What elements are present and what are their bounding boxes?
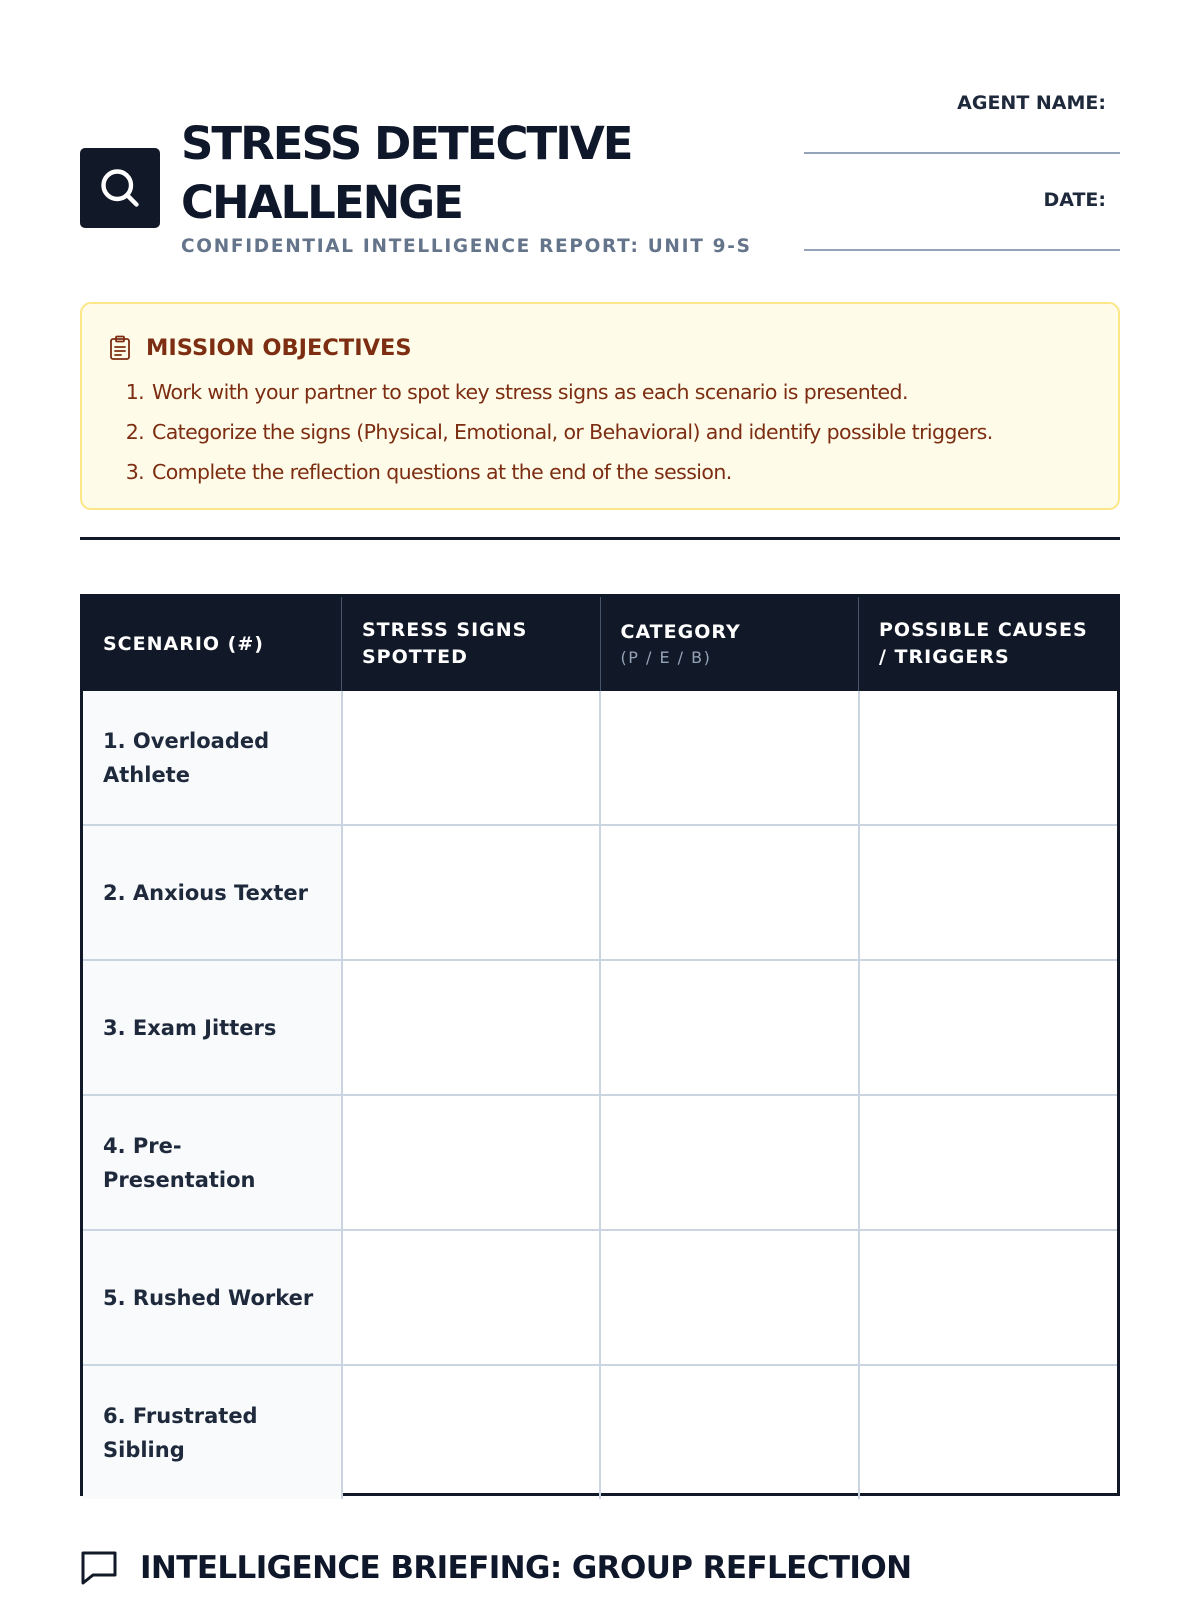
- column-header-label: CATEGORY: [620, 620, 741, 643]
- chat-bubble-icon: [80, 1550, 118, 1586]
- causes-cell[interactable]: [859, 1095, 1118, 1230]
- scenario-grid: [83, 597, 1117, 1499]
- causes-cell[interactable]: [859, 1230, 1118, 1365]
- search-icon: [98, 166, 142, 210]
- table-row: [83, 1230, 1117, 1365]
- mission-item: 1. Work with your partner to spot key stress signs as each scenario is presented.: [150, 372, 1094, 412]
- date-line[interactable]: [804, 249, 1120, 251]
- agent-name-field[interactable]: [804, 86, 1120, 183]
- signs-cell[interactable]: [342, 691, 601, 825]
- table-header-row: [83, 597, 1117, 691]
- causes-cell[interactable]: [859, 1365, 1118, 1499]
- scenario-cell: 3. Exam Jitters: [83, 960, 342, 1095]
- signs-cell[interactable]: [342, 960, 601, 1095]
- category-cell[interactable]: [600, 1365, 859, 1499]
- column-header-causes: [859, 597, 1118, 691]
- signs-cell[interactable]: [342, 1230, 601, 1365]
- clipboard-icon: [108, 335, 132, 361]
- mission-objectives-box: [80, 302, 1120, 510]
- scenario-table: [80, 594, 1120, 1496]
- scenario-cell: 2. Anxious Texter: [83, 825, 342, 960]
- causes-cell[interactable]: [859, 825, 1118, 960]
- mission-item: 2. Categorize the signs (Physical, Emotional, or Behavioral) and identify possible triggers.: [150, 412, 1094, 452]
- column-header-category: [600, 597, 859, 691]
- page-title: [181, 114, 741, 232]
- logo-badge: [80, 148, 160, 228]
- scenario-cell: 4. Pre-Presentation: [83, 1095, 342, 1230]
- table-row: [83, 825, 1117, 960]
- title-line-2: CHALLENGE: [181, 176, 462, 229]
- causes-cell[interactable]: [859, 960, 1118, 1095]
- table-row: [83, 960, 1117, 1095]
- mission-title: MISSION OBJECTIVES: [146, 335, 412, 361]
- scenario-cell: 5. Rushed Worker: [83, 1230, 342, 1365]
- mission-list: [108, 372, 1094, 492]
- column-header-sublabel: (P / E / B): [620, 647, 712, 667]
- category-cell[interactable]: [600, 960, 859, 1095]
- agent-name-label: AGENT NAME:: [957, 92, 1106, 114]
- table-row: [83, 691, 1117, 825]
- column-header-label: STRESS SIGNS SPOTTED: [362, 619, 528, 668]
- date-field[interactable]: [804, 183, 1120, 280]
- column-header-signs: [342, 597, 601, 691]
- worksheet-header: [80, 86, 1120, 276]
- signs-cell[interactable]: [342, 1365, 601, 1499]
- column-header-label: SCENARIO (#): [103, 632, 264, 655]
- signs-cell[interactable]: [342, 825, 601, 960]
- column-header-scenario: [83, 597, 342, 691]
- section-divider: [80, 537, 1120, 540]
- mission-header: [108, 330, 1094, 366]
- column-header-label: POSSIBLE CAUSES / TRIGGERS: [879, 619, 1088, 668]
- mission-item: 3. Complete the reflection questions at the end of the session.: [150, 452, 1094, 492]
- category-cell[interactable]: [600, 1230, 859, 1365]
- category-cell[interactable]: [600, 825, 859, 960]
- reflection-title: INTELLIGENCE BRIEFING: GROUP REFLECTION: [140, 1550, 912, 1586]
- category-cell[interactable]: [600, 691, 859, 825]
- signs-cell[interactable]: [342, 1095, 601, 1230]
- table-row: [83, 1365, 1117, 1499]
- reflection-section-header: [80, 1550, 911, 1586]
- table-row: [83, 1095, 1117, 1230]
- date-label: DATE:: [1043, 189, 1106, 211]
- scenario-cell: 6. Frustrated Sibling: [83, 1365, 342, 1499]
- causes-cell[interactable]: [859, 691, 1118, 825]
- title-line-1: STRESS DETECTIVE: [181, 117, 632, 170]
- agent-name-line[interactable]: [804, 152, 1120, 154]
- category-cell[interactable]: [600, 1095, 859, 1230]
- page-subtitle: CONFIDENTIAL INTELLIGENCE REPORT: UNIT 9-S: [181, 236, 752, 257]
- scenario-cell: 1. Overloaded Athlete: [83, 691, 342, 825]
- agent-info: [804, 86, 1120, 280]
